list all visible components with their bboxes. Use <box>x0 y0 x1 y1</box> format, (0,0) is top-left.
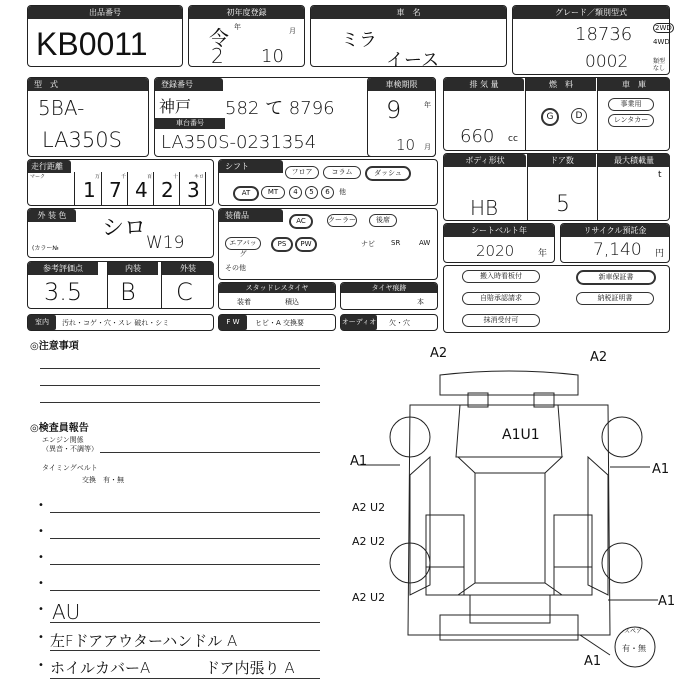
mileage-digit-value: 3 <box>187 178 200 202</box>
doc-insurance: 自賠承認請求 <box>462 292 540 305</box>
engine-box <box>443 77 670 151</box>
era-year: 2 <box>211 44 224 68</box>
mileage-marker-cell <box>28 172 75 205</box>
mileage-label: 走行距離 <box>28 160 71 173</box>
model-name-1: ミラ <box>341 30 377 51</box>
mileage-digit <box>128 172 154 205</box>
rear-bumper <box>440 615 578 640</box>
mileage-digit-value: 2 <box>161 178 174 202</box>
equip-ac: AC <box>289 214 313 229</box>
spare-value: 有・無 <box>622 644 646 653</box>
shift-box <box>218 159 438 206</box>
engine-divider-1 <box>525 78 526 150</box>
type-label: 類型 なし <box>653 58 666 72</box>
tire-label: スタッドレスタイヤ <box>219 283 335 293</box>
inspection-year-unit: 年 <box>424 101 431 109</box>
shift-gear-6: 6 <box>321 186 334 199</box>
shift-gear-other: 他 <box>339 188 346 196</box>
grade-2: 0002 <box>585 52 629 72</box>
body-value: HB <box>470 196 499 220</box>
equip-sr: SR <box>391 239 401 247</box>
model-code-1: 5BA- <box>38 96 85 120</box>
bullet-line-5 <box>50 622 320 623</box>
mark-a2-front-right: A2 <box>590 350 608 365</box>
lot-box <box>27 5 183 67</box>
inspection-box <box>367 77 436 157</box>
displacement: 660 <box>460 126 495 147</box>
body-label: ボディ形状 <box>444 154 526 167</box>
spare-label: スペア <box>624 628 643 635</box>
note-au: AU <box>52 600 81 624</box>
recycle-label: リサイクル預託金 <box>561 224 669 237</box>
capacity-label: 最大積載量 <box>598 154 670 167</box>
body-divider-2 <box>597 154 598 220</box>
documents-box <box>443 265 670 333</box>
reg-city: 神戸 <box>159 97 192 116</box>
mileage-unit: 百 <box>146 174 152 180</box>
drive-2wd: 2WD <box>655 24 672 32</box>
audio-label: オーディオ <box>341 315 377 330</box>
mark-a1-rear: A1 <box>584 654 602 669</box>
engine-label: エンジン関係 （異音・不調等） <box>42 436 98 453</box>
tailgate <box>470 595 550 623</box>
tire-check-box <box>340 282 438 310</box>
body-divider-1 <box>527 154 528 220</box>
score-box <box>27 261 214 309</box>
shift-column: コラム <box>323 166 361 179</box>
seatbelt-year: 2020 <box>476 242 515 260</box>
interior-value: B <box>120 278 136 306</box>
equipment-box <box>218 208 438 280</box>
color-label: 外 装 色 <box>28 209 76 222</box>
mileage-digit <box>102 172 128 205</box>
bullet-3: • <box>38 552 44 563</box>
lot-label: 出品番号 <box>28 6 182 19</box>
model-name-2: イース <box>386 50 440 71</box>
mark-a2u2-2: A2 U2 <box>352 535 386 548</box>
front-bumper <box>440 371 578 395</box>
usage-rental: レンタカー <box>608 114 654 127</box>
color-box <box>27 208 214 258</box>
shift-dash: ダッシュ <box>365 166 411 181</box>
studless-box <box>218 282 336 310</box>
timing-value: 交換 有・無 <box>82 476 124 484</box>
shift-gear-5: 5 <box>305 186 318 199</box>
exterior-label: 外装 <box>162 262 214 275</box>
equip-airbag: エアバッグ <box>225 237 261 250</box>
bullet-line-7 <box>50 678 320 679</box>
first-registration-box <box>188 5 305 67</box>
bullet-7: • <box>38 660 44 671</box>
fw-box <box>218 314 336 331</box>
shift-gear-4: 4 <box>289 186 302 199</box>
audio-box <box>340 314 438 331</box>
mileage-unit: キロ <box>193 174 204 180</box>
fuel-label: 燃 料 <box>526 78 596 91</box>
tire-spare: 装着 <box>237 298 251 306</box>
equip-label: 装備品 <box>219 209 283 222</box>
interior-condition-box <box>27 314 214 331</box>
notes-line-2 <box>40 385 320 386</box>
seatbelt-label: シートベルト年 <box>444 224 554 237</box>
doors-label: ドア数 <box>528 154 596 167</box>
leader-4 <box>580 635 610 655</box>
capacity-unit: t <box>658 170 662 180</box>
mileage-digit <box>154 172 180 205</box>
fuel-d: D <box>571 108 587 124</box>
bullet-1: • <box>38 500 44 511</box>
mark-a1-left: A1 <box>350 454 368 469</box>
inspector-title: ◎検査員報告 <box>30 423 89 434</box>
first-registration-label: 初年度登録 <box>189 6 304 19</box>
interior-cond-label: 室内 <box>28 315 56 330</box>
bullet-line-6 <box>50 650 320 651</box>
mileage-box <box>27 159 214 206</box>
chassis-label: 車台番号 <box>155 118 225 129</box>
equip-rear: 後席 <box>369 214 397 227</box>
grade-1: 18736 <box>575 24 633 45</box>
score-value: 3.5 <box>44 278 83 306</box>
left-rear-door <box>426 567 464 595</box>
displacement-label: 排 気 量 <box>444 78 524 91</box>
fw-label: F W <box>219 315 247 330</box>
body-box <box>443 153 670 221</box>
recycle-value: 7,140 <box>593 240 642 260</box>
displacement-unit: cc <box>508 134 518 144</box>
note-door-trim: ドア内張り A <box>205 659 295 677</box>
left-front-door <box>426 515 464 567</box>
model-code-box <box>27 77 149 157</box>
usage-business: 事業用 <box>608 98 654 111</box>
score-divider-2 <box>161 262 162 308</box>
mark-a2u2-3: A2 U2 <box>352 591 386 604</box>
engine-divider-2 <box>597 78 598 150</box>
tire-loaded: 積込 <box>285 298 299 306</box>
seatbelt-box <box>443 223 555 263</box>
month-unit: 月 <box>289 27 296 35</box>
month: 10 <box>261 46 284 67</box>
equip-navi: ナビ <box>361 240 375 248</box>
bullet-5: • <box>38 604 44 615</box>
car-diagram <box>340 345 690 675</box>
bullet-line-3 <box>50 564 320 565</box>
equip-other: その他 <box>225 264 246 272</box>
shift-at: AT <box>233 186 259 201</box>
mark-a1-rear-right: A1 <box>658 594 676 609</box>
inspection-month: 10 <box>396 136 416 154</box>
doc-board: 搬入時看板付 <box>462 270 540 283</box>
color-code-label: (カラー№ <box>32 245 59 252</box>
mark-a2-front-left: A2 <box>430 346 448 361</box>
shift-label: シフト <box>219 160 283 173</box>
bullet-2: • <box>38 526 44 537</box>
seatbelt-unit: 年 <box>538 249 548 259</box>
chassis-number: LA350S-0231354 <box>161 132 317 153</box>
note-door-handle: 左Fドアアウターハンドル A <box>50 632 238 650</box>
bullet-4: • <box>38 578 44 589</box>
mileage-digit <box>76 172 102 205</box>
usage-label: 車 庫 <box>598 78 670 91</box>
doors-value: 5 <box>556 192 570 217</box>
shift-mt: MT <box>261 186 285 199</box>
era: 令 <box>209 26 229 50</box>
mileage-marker: マーク <box>30 174 46 180</box>
mileage-digit-value: 7 <box>109 178 122 202</box>
note-wheel-cover: ホイルカバーA <box>50 659 151 677</box>
interior-cond-items: 汚れ・コゲ・穴・スレ 破れ・シミ <box>62 319 170 327</box>
right-rear-door <box>554 567 592 595</box>
interior-label: 内装 <box>108 262 158 275</box>
mileage-digit <box>180 172 206 205</box>
equip-aw: AW <box>419 239 431 247</box>
roof <box>475 473 545 583</box>
notes-line-3 <box>40 402 320 403</box>
audio-items: 欠・穴 <box>389 319 410 327</box>
doc-warranty: 新車保証書 <box>576 270 656 285</box>
mileage-unit: 千 <box>120 174 126 180</box>
equip-ps: PS <box>271 237 293 252</box>
mark-a1-right: A1 <box>652 462 670 477</box>
grade-label: グレード／類別型式 <box>513 6 669 19</box>
tire-check-value: 本 <box>417 298 424 306</box>
color-code: W19 <box>146 233 185 253</box>
model-name-box <box>310 5 507 71</box>
mark-a1u1-roof: A1U1 <box>502 427 540 443</box>
bullet-line-2 <box>50 538 320 539</box>
shift-floor: フロア <box>285 166 319 179</box>
model-code-2: LA350S <box>42 128 122 152</box>
bullet-6: • <box>38 632 44 643</box>
windshield <box>458 457 562 473</box>
bullet-line-4 <box>50 590 320 591</box>
inspection-month-unit: 月 <box>424 143 431 151</box>
tire-check-label: タイヤ痕跡 <box>341 283 437 293</box>
right-front-door <box>554 515 592 567</box>
mileage-unit: 万 <box>94 174 100 180</box>
year-unit: 年 <box>234 23 241 31</box>
equip-pw: PW <box>295 237 317 252</box>
score-label: 参考評価点 <box>28 262 98 275</box>
notes-line-1 <box>40 368 320 369</box>
rear-window <box>458 583 562 595</box>
recycle-box <box>560 223 670 263</box>
mileage-digit-value: 1 <box>83 178 96 202</box>
drive-4wd: 4WD <box>653 38 670 46</box>
mileage-digit-value: 4 <box>135 178 148 202</box>
equip-cooler: クーラー <box>327 214 357 227</box>
score-divider-1 <box>107 262 108 308</box>
inspection-year: 9 <box>386 96 402 124</box>
doc-tax: 納税証明書 <box>576 292 654 305</box>
timing-label: タイミングベルト <box>42 464 98 472</box>
exterior-value: C <box>176 278 193 306</box>
reg-number: 582 て 8796 <box>225 98 335 119</box>
bullet-line-1 <box>50 512 320 513</box>
grade-box <box>512 5 670 75</box>
mileage-unit: 十 <box>172 174 178 180</box>
fw-items: ヒビ・A 交換要 <box>255 319 305 327</box>
notes-title: ◎注意事項 <box>30 341 79 352</box>
recycle-unit: 円 <box>655 249 665 259</box>
fuel-g: G <box>541 108 559 126</box>
model-name-label: 車 名 <box>311 6 506 19</box>
inspection-label: 車検期限 <box>368 78 435 91</box>
color-value: シロ <box>102 216 147 241</box>
doc-deregistration: 抹消受付可 <box>462 314 540 327</box>
model-code-label: 型 式 <box>28 78 148 91</box>
engine-line <box>100 452 320 453</box>
lot-number: KB0011 <box>36 26 148 62</box>
mark-a2u2-1: A2 U2 <box>352 501 386 514</box>
reg-label: 登録番号 <box>155 78 223 91</box>
